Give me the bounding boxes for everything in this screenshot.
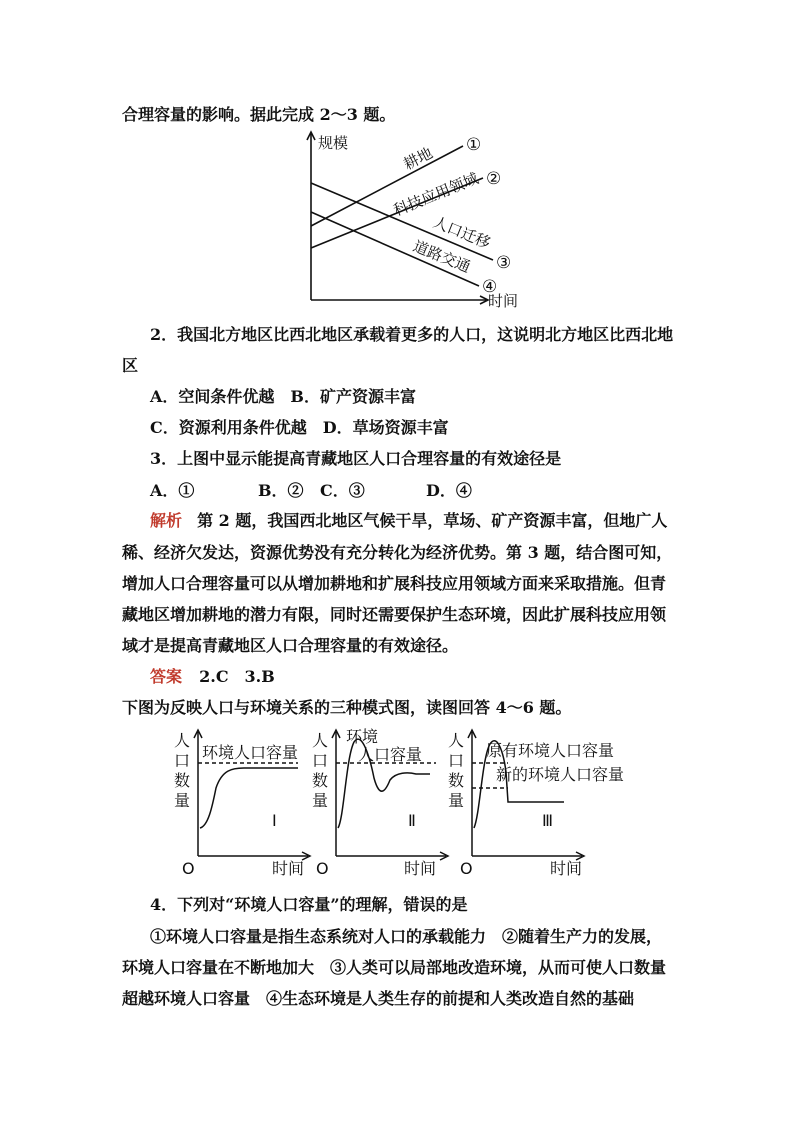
panel2-xlabel: 时间: [404, 859, 437, 878]
q3-option-a: A．①: [150, 481, 195, 500]
panel2-roman: Ⅱ: [408, 811, 416, 830]
panel1-ylabel-2: 口: [174, 751, 191, 770]
answer-text: 2.C 3.B: [199, 667, 275, 686]
q3-option-b: B．②: [258, 481, 304, 500]
q4-line2: 环境人口容量在不断地加大 ③人类可以局部地改造环境，从而可使人口数量: [122, 958, 667, 977]
panel3-ylabel-1: 人: [448, 731, 465, 750]
label-migration: 人口迁移: [430, 213, 493, 253]
label-roads: 道路交通: [410, 237, 473, 277]
chart-scale-time: [300, 128, 540, 308]
chart1-xlabel: 时间: [488, 292, 519, 310]
panel3-roman: Ⅲ: [542, 811, 554, 830]
panel1-cap-label: 环境人口容量: [202, 743, 299, 762]
panel1-origin: O: [182, 859, 195, 878]
population-environment-charts: [172, 727, 625, 878]
analysis-line5: 域才是提高青藏地区人口合理容量的有效途径。: [122, 636, 459, 655]
label-farmland: 耕地: [400, 143, 436, 174]
analysis-line2: 稀、经济欠发达，资源优势没有充分转化为经济优势。第 3 题，结合图可知，: [122, 543, 673, 562]
panel-2: [312, 727, 448, 878]
intro2-line: 下图为反映人口与环境关系的三种模式图，读图回答 4～6 题。: [122, 698, 572, 717]
panel2-origin: O: [316, 859, 329, 878]
panel1-curve: [200, 768, 298, 828]
analysis-line3: 增加人口合理容量可以从增加耕地和扩展科技应用领域方面来采取措施。但青: [122, 574, 667, 593]
label-technology: 科技应用领域: [390, 169, 481, 220]
panel3-ylabel-3: 数: [448, 771, 465, 790]
analysis-label: 解析: [150, 511, 183, 530]
q2-options-line2: C．资源利用条件优越 D．草场资源丰富: [150, 418, 449, 437]
panel1-ylabel-1: 人: [174, 731, 191, 750]
answer-line: [150, 664, 275, 687]
panel2-ylabel-3: 数: [312, 771, 329, 790]
panel3-ylabel-4: 量: [448, 791, 465, 810]
panel1-ylabel-4: 量: [174, 791, 191, 810]
q2-stem-line2: 区: [122, 356, 139, 375]
q4-line3: 超越环境人口容量 ④生态环境是人类生存的前提和人类改造自然的基础: [122, 989, 635, 1008]
panel1-ylabel-3: 数: [174, 771, 191, 790]
panel3-new-cap-label: 新的环境人口容量: [496, 765, 625, 784]
analysis-line4: 藏地区增加耕地的潜力有限，同时还需要保护生态环境，因此扩展科技应用领: [122, 605, 667, 624]
marker-4: ④: [482, 277, 498, 297]
panel2-ylabel-2: 口: [312, 751, 329, 770]
panel2-cap-label-2: 人口容量: [358, 745, 423, 764]
panel2-ylabel-4: 量: [312, 791, 329, 810]
panel1-roman: Ⅰ: [272, 811, 277, 830]
panel-1: [174, 730, 310, 878]
panel2-cap-label-1: 环境: [346, 727, 379, 746]
q3-option-d: D．④: [426, 481, 472, 500]
chart1-ylabel: 规模: [318, 134, 349, 152]
panel3-xlabel: 时间: [550, 859, 583, 878]
analysis-text-1: 第 2 题，我国西北地区气候干旱，草场、矿产资源丰富，但地广人: [197, 511, 668, 530]
q2-options-line1: A．空间条件优越 B．矿产资源丰富: [150, 387, 416, 406]
marker-1: ①: [466, 135, 482, 155]
panel2-ylabel-1: 人: [312, 731, 329, 750]
q4-stem: 4．下列对“环境人口容量”的理解，错误的是: [150, 895, 468, 914]
marker-2: ②: [486, 169, 502, 189]
q3-stem: 3．上图中显示能提高青藏地区人口合理容量的有效途径是: [150, 449, 562, 468]
analysis-line1: [150, 508, 667, 531]
q4-line1: ①环境人口容量是指生态系统对人口的承载能力 ②随着生产力的发展，: [150, 927, 663, 946]
marker-3: ③: [496, 253, 512, 273]
line-migration: [311, 183, 493, 260]
panel3-old-cap-label: 原有环境人口容量: [486, 741, 615, 760]
answer-label: 答案: [150, 667, 183, 686]
panel1-xlabel: 时间: [272, 859, 305, 878]
panel3-ylabel-2: 口: [448, 751, 465, 770]
q3-option-c: C．③: [320, 481, 365, 500]
panel3-origin: O: [460, 859, 473, 878]
q2-stem-line1: 2．我国北方地区比西北地区承载着更多的人口，这说明北方地区比西北地: [150, 325, 674, 344]
intro-line: 合理容量的影响。据此完成 2～3 题。: [122, 105, 396, 124]
panel-3: [448, 730, 624, 878]
